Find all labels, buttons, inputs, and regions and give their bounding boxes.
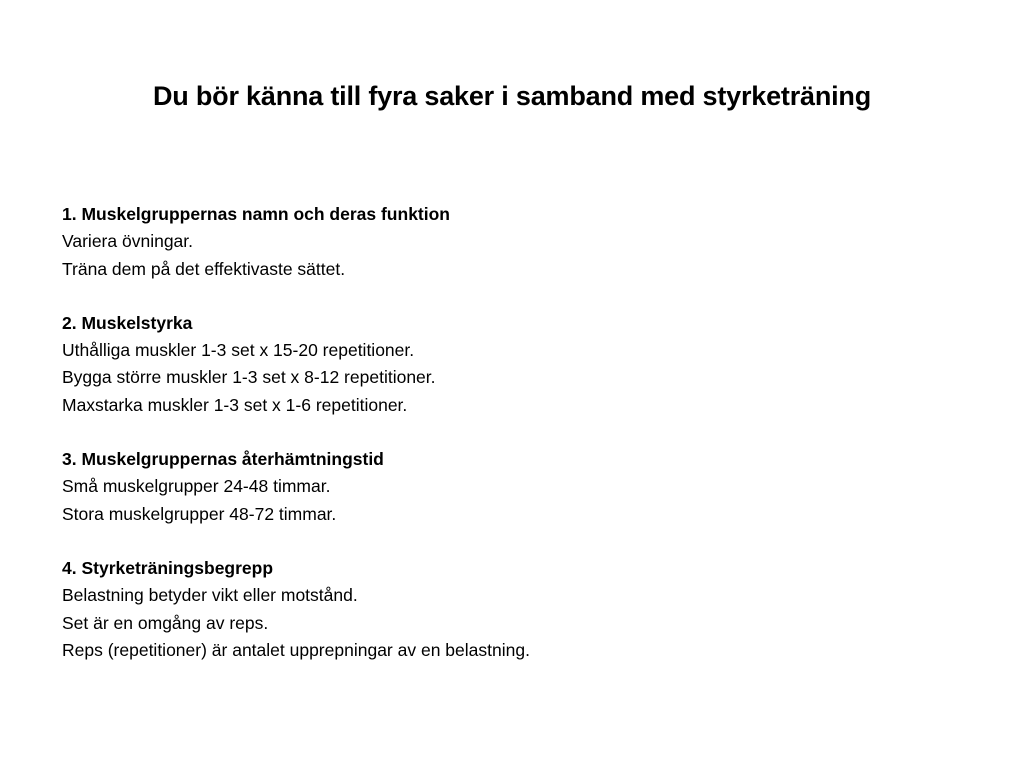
section-line: Bygga större muskler 1-3 set x 8-12 repetitioner. bbox=[62, 367, 436, 388]
section-line: Set är en omgång av reps. bbox=[62, 612, 269, 633]
section-muscle-strength bbox=[62, 310, 962, 419]
section-line: Reps (repetitioner) är antalet upprepningar av en belastning. bbox=[62, 639, 530, 660]
section-line: Belastning betyder vikt eller motstånd. bbox=[62, 585, 358, 606]
section-line: Stora muskelgrupper 48-72 timmar. bbox=[62, 503, 337, 524]
section-line: Variera övningar. bbox=[62, 231, 194, 252]
section-heading: 2. Muskelstyrka bbox=[62, 312, 193, 333]
section-line: Små muskelgrupper 24-48 timmar. bbox=[62, 476, 331, 497]
section-recovery-time bbox=[62, 446, 962, 528]
slide-title: Du bör känna till fyra saker i samband med styrketräning bbox=[152, 81, 872, 111]
section-heading: 1. Muskelgruppernas namn och deras funktion bbox=[62, 204, 450, 224]
section-line: Maxstarka muskler 1-3 set x 1-6 repetitioner. bbox=[62, 394, 408, 415]
section-heading: 4. Styrketräningsbegrepp bbox=[62, 557, 274, 578]
slide-content bbox=[62, 201, 962, 691]
section-muscle-groups bbox=[62, 201, 962, 283]
section-line: Uthålliga muskler 1-3 set x 15-20 repetitioner. bbox=[62, 340, 415, 361]
section-heading: 3. Muskelgruppernas återhämtningstid bbox=[62, 449, 384, 470]
section-line: Träna dem på det effektivaste sättet. bbox=[62, 258, 346, 279]
section-strength-terms bbox=[62, 555, 962, 664]
